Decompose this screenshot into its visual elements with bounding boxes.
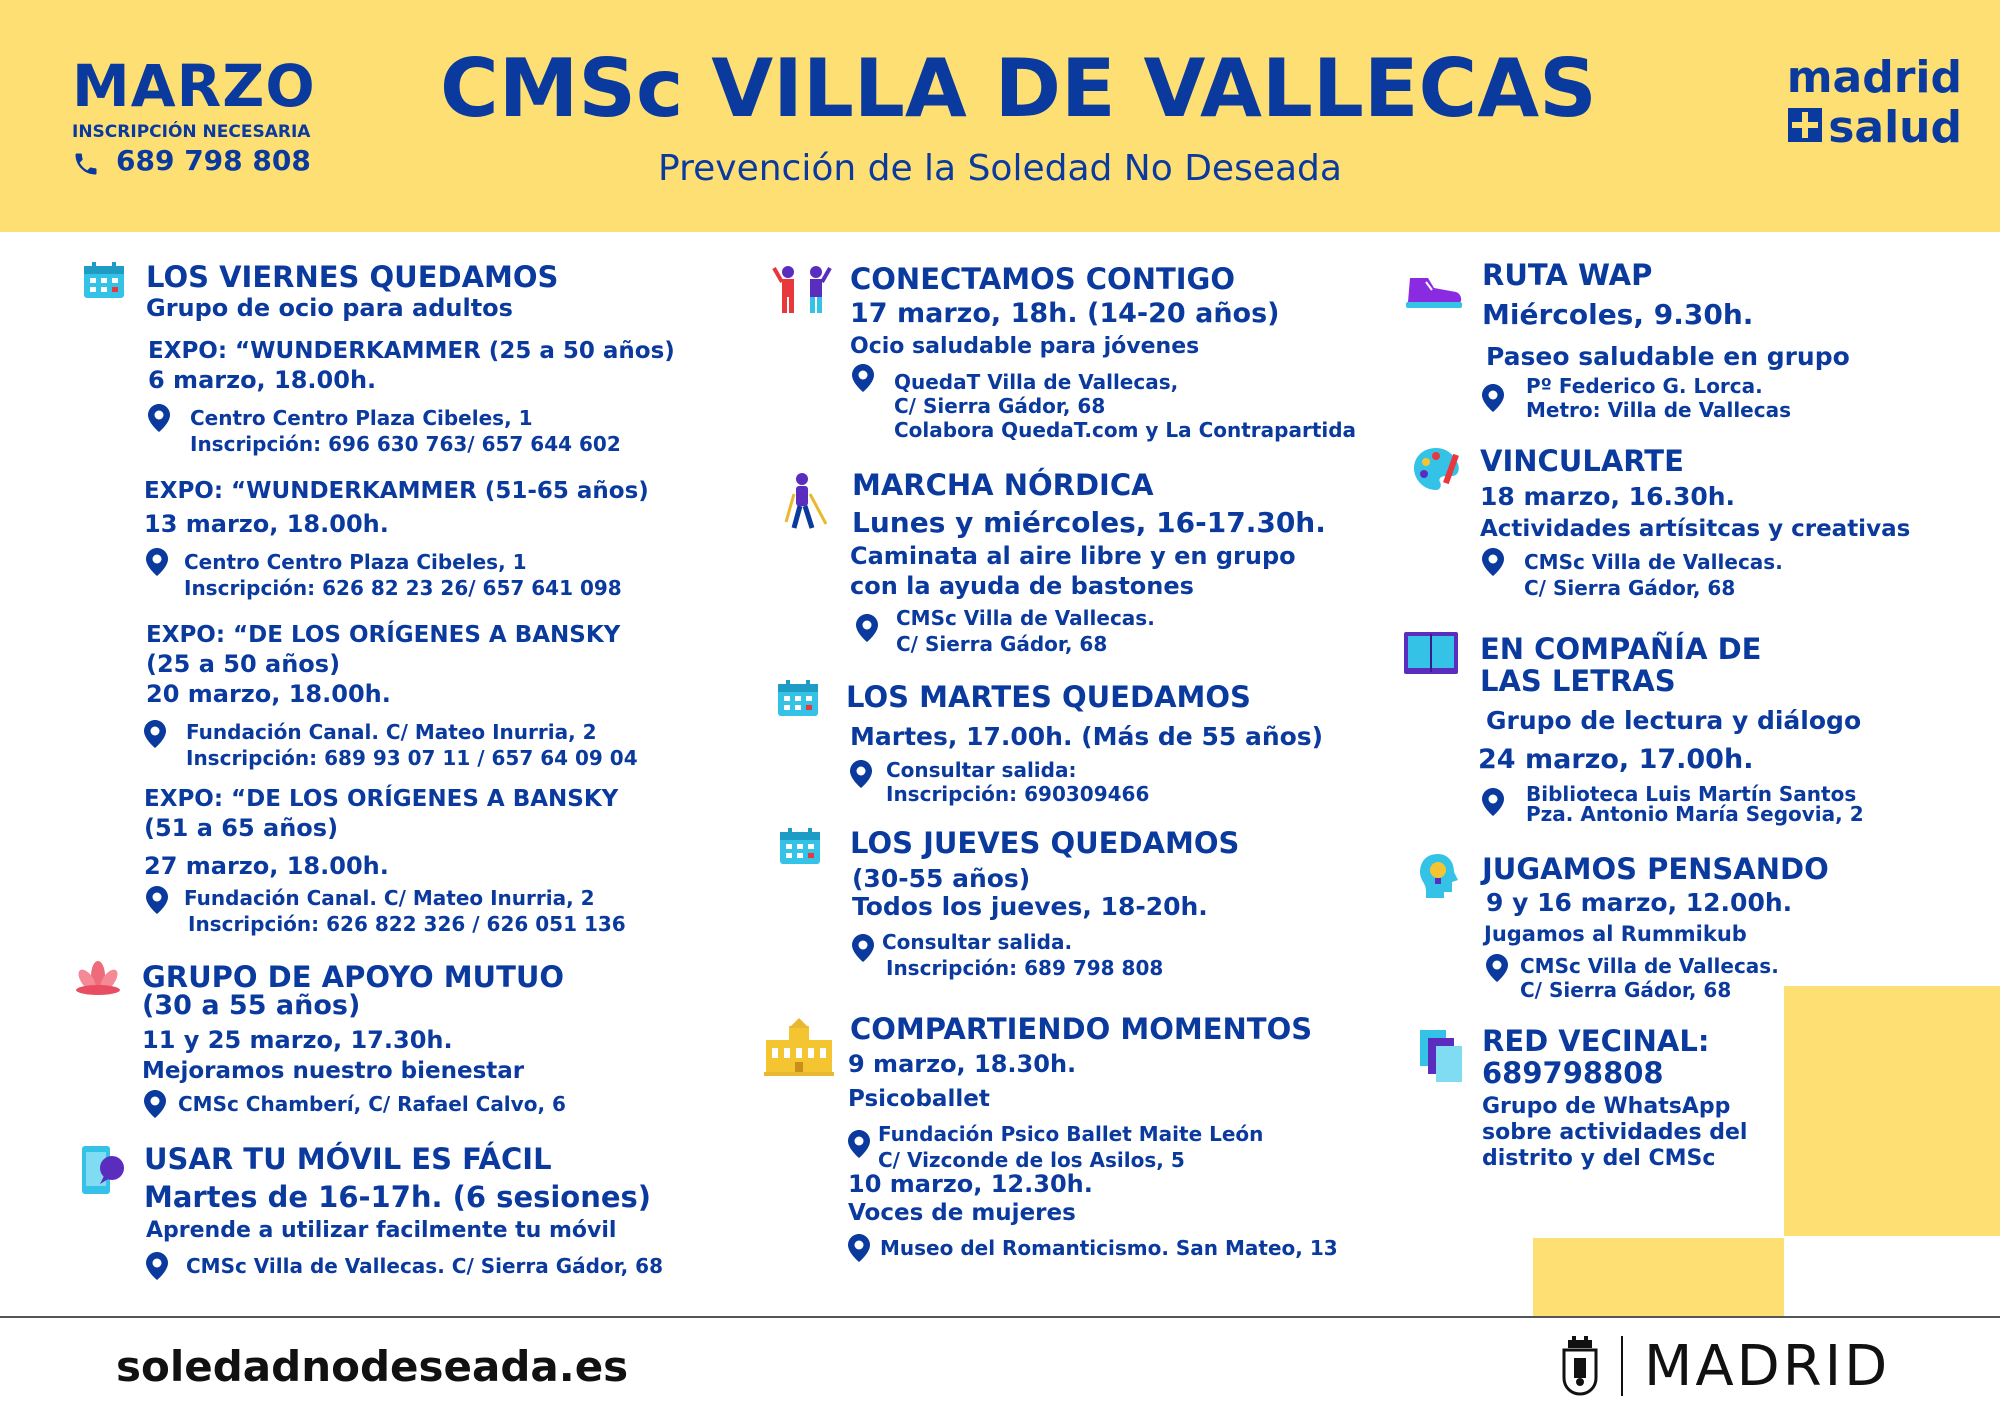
people-icon bbox=[772, 264, 834, 314]
logo-line1: madrid bbox=[1786, 52, 1962, 103]
calendar-icon bbox=[778, 680, 818, 716]
viernes-title: LOS VIERNES QUEDAMOS bbox=[146, 260, 559, 294]
jueves-age: (30-55 años) bbox=[852, 864, 1031, 893]
vincularte-date: 18 marzo, 16.30h. bbox=[1480, 482, 1736, 511]
phone-number: 689 798 808 bbox=[116, 144, 311, 177]
footer-website-link[interactable]: soledadnodeseada.es bbox=[116, 1342, 629, 1391]
madrid-city-logo: MADRID bbox=[1644, 1334, 1891, 1399]
ruta-desc: Paseo saludable en grupo bbox=[1486, 342, 1850, 371]
crest-icon bbox=[1560, 1336, 1600, 1396]
apoyo-desc: Mejoramos nuestro bienestar bbox=[142, 1058, 525, 1084]
registration-note: INSCRIPCIÓN NECESARIA bbox=[72, 122, 311, 142]
jugamos-desc: Jugamos al Rummikub bbox=[1484, 922, 1747, 946]
jugamos-date: 9 y 16 marzo, 12.00h. bbox=[1486, 888, 1793, 917]
ruta-place2: Metro: Villa de Vallecas bbox=[1526, 398, 1791, 422]
compartiendo-desc2: Voces de mujeres bbox=[848, 1200, 1076, 1226]
location-pin-icon bbox=[1482, 788, 1504, 816]
conectamos-place2: C/ Sierra Gádor, 68 bbox=[894, 394, 1106, 418]
red-title2: 689798808 bbox=[1482, 1056, 1664, 1090]
letras-date: 24 marzo, 17.00h. bbox=[1478, 744, 1754, 775]
martes-place1: Consultar salida: bbox=[886, 758, 1077, 782]
conectamos-date: 17 marzo, 18h. (14-20 años) bbox=[850, 298, 1280, 329]
compartiendo-date1: 9 marzo, 18.30h. bbox=[848, 1050, 1077, 1078]
letras-title2: LAS LETRAS bbox=[1480, 664, 1676, 698]
palette-icon bbox=[1414, 446, 1462, 492]
walker-icon bbox=[780, 472, 830, 530]
yellow-block-decoration bbox=[1784, 986, 2000, 1236]
compartiendo-place1b: C/ Vizconde de los Asilos, 5 bbox=[878, 1148, 1185, 1172]
letras-title1: EN COMPAÑÍA DE bbox=[1480, 632, 1762, 666]
compartiendo-place1a: Fundación Psico Ballet Maite León bbox=[878, 1122, 1264, 1146]
red-desc1: Grupo de WhatsApp bbox=[1482, 1094, 1731, 1119]
event-3-age: (25 a 50 años) bbox=[146, 650, 341, 678]
location-pin-icon bbox=[852, 364, 874, 392]
martes-date: Martes, 17.00h. (Más de 55 años) bbox=[850, 722, 1324, 751]
apoyo-age: (30 a 55 años) bbox=[142, 990, 361, 1021]
shoe-icon bbox=[1404, 272, 1464, 310]
page-subtitle: Prevención de la Soledad No Deseada bbox=[658, 148, 1342, 189]
apoyo-date: 11 y 25 marzo, 17.30h. bbox=[142, 1026, 453, 1054]
jueves-title: LOS JUEVES QUEDAMOS bbox=[850, 826, 1240, 860]
phone-chat-icon bbox=[80, 1146, 126, 1194]
movil-desc: Aprende a utilizar facilmente tu móvil bbox=[146, 1218, 617, 1243]
marcha-desc2: con la ayuda de bastones bbox=[850, 572, 1194, 600]
jugamos-place1: CMSc Villa de Vallecas. bbox=[1520, 954, 1779, 978]
conectamos-desc: Ocio saludable para jóvenes bbox=[850, 334, 1200, 359]
marcha-place1: CMSc Villa de Vallecas. bbox=[896, 606, 1155, 630]
event-4-place: Fundación Canal. C/ Mateo Inurria, 2 bbox=[184, 886, 595, 910]
compartiendo-desc1: Psicoballet bbox=[848, 1086, 990, 1112]
location-pin-icon bbox=[1486, 954, 1508, 982]
phone-icon bbox=[72, 150, 100, 178]
location-pin-icon bbox=[144, 720, 166, 748]
letras-desc: Grupo de lectura y diálogo bbox=[1486, 706, 1862, 735]
vincularte-place1: CMSc Villa de Vallecas. bbox=[1524, 550, 1783, 574]
movil-title: USAR TU MÓVIL ES FÁCIL bbox=[144, 1142, 552, 1176]
location-pin-icon bbox=[146, 548, 168, 576]
marcha-place2: C/ Sierra Gádor, 68 bbox=[896, 632, 1108, 656]
jueves-place1: Consultar salida. bbox=[882, 930, 1073, 954]
red-title1: RED VECINAL: bbox=[1482, 1024, 1710, 1058]
location-pin-icon bbox=[1482, 384, 1504, 412]
calendar-icon bbox=[780, 828, 820, 864]
calendar-icon bbox=[84, 262, 124, 298]
viernes-subtitle: Grupo de ocio para adultos bbox=[146, 294, 513, 322]
location-pin-icon bbox=[852, 934, 874, 962]
footer-divider bbox=[0, 1316, 2000, 1318]
location-pin-icon bbox=[856, 614, 878, 642]
apoyo-place: CMSc Chamberí, C/ Rafael Calvo, 6 bbox=[178, 1092, 566, 1116]
event-4-age: (51 a 65 años) bbox=[144, 814, 339, 842]
plus-icon bbox=[1788, 108, 1822, 142]
event-2-title: EXPO: “WUNDERKAMMER (51-65 años) bbox=[144, 478, 649, 504]
jueves-place2: Inscripción: 689 798 808 bbox=[886, 956, 1164, 980]
event-4-title: EXPO: “DE LOS ORÍGENES A BANSKY bbox=[144, 786, 619, 812]
logo-line2: salud bbox=[1828, 102, 1962, 153]
location-pin-icon bbox=[146, 886, 168, 914]
jueves-date: Todos los jueves, 18-20h. bbox=[852, 892, 1208, 921]
month-label: MARZO bbox=[72, 52, 316, 120]
location-pin-icon bbox=[848, 1130, 870, 1158]
conectamos-title: CONECTAMOS CONTIGO bbox=[850, 262, 1236, 296]
vincularte-title: VINCULARTE bbox=[1480, 444, 1684, 478]
location-pin-icon bbox=[1482, 548, 1504, 576]
marcha-desc1: Caminata al aire libre y en grupo bbox=[850, 542, 1296, 570]
marcha-date: Lunes y miércoles, 16-17.30h. bbox=[852, 506, 1326, 539]
movil-date: Martes de 16-17h. (6 sesiones) bbox=[144, 1180, 652, 1214]
event-2-date: 13 marzo, 18.00h. bbox=[144, 510, 389, 538]
letras-place1: Biblioteca Luis Martín Santos bbox=[1526, 782, 1857, 806]
event-3-date: 20 marzo, 18.00h. bbox=[146, 680, 391, 708]
vincularte-place2: C/ Sierra Gádor, 68 bbox=[1524, 576, 1736, 600]
event-3-info: Inscripción: 689 93 07 11 / 657 64 09 04 bbox=[186, 746, 638, 770]
book-icon bbox=[1404, 632, 1458, 674]
event-4-date: 27 marzo, 18.00h. bbox=[144, 852, 389, 880]
ruta-place1: Pº Federico G. Lorca. bbox=[1526, 374, 1763, 398]
event-1-date: 6 marzo, 18.00h. bbox=[148, 366, 377, 394]
letras-place2: Pza. Antonio María Segovia, 2 bbox=[1526, 802, 1864, 826]
compartiendo-date2: 10 marzo, 12.30h. bbox=[848, 1170, 1093, 1198]
marcha-title: MARCHA NÓRDICA bbox=[852, 468, 1154, 502]
conectamos-place1: QuedaT Villa de Vallecas, bbox=[894, 370, 1179, 394]
event-1-info: Inscripción: 696 630 763/ 657 644 602 bbox=[190, 432, 621, 456]
lotus-icon bbox=[74, 960, 122, 996]
movil-place: CMSc Villa de Vallecas. C/ Sierra Gádor, 68 bbox=[186, 1254, 664, 1278]
event-1-place: Centro Centro Plaza Cibeles, 1 bbox=[190, 406, 533, 430]
location-pin-icon bbox=[144, 1090, 166, 1118]
location-pin-icon bbox=[848, 1234, 870, 1262]
event-3-place: Fundación Canal. C/ Mateo Inurria, 2 bbox=[186, 720, 597, 744]
page-title: CMSc VILLA DE VALLECAS bbox=[440, 42, 1597, 135]
ruta-date: Miércoles, 9.30h. bbox=[1482, 298, 1754, 331]
compartiendo-place2: Museo del Romanticismo. San Mateo, 13 bbox=[880, 1236, 1338, 1260]
header-banner bbox=[0, 0, 2000, 232]
jugamos-title: JUGAMOS PENSANDO bbox=[1482, 852, 1829, 886]
palace-icon bbox=[764, 1018, 834, 1076]
location-pin-icon bbox=[850, 760, 872, 788]
head-bulb-icon bbox=[1418, 852, 1460, 900]
vincularte-desc: Actividades artísitcas y creativas bbox=[1480, 516, 1911, 542]
documents-icon bbox=[1420, 1030, 1464, 1084]
compartiendo-title: COMPARTIENDO MOMENTOS bbox=[850, 1012, 1313, 1046]
yellow-block-decoration bbox=[1533, 1238, 1784, 1318]
location-pin-icon bbox=[146, 1252, 168, 1280]
event-4-info: Inscripción: 626 822 326 / 626 051 136 bbox=[188, 912, 626, 936]
red-desc2: sobre actividades del bbox=[1482, 1120, 1748, 1145]
event-3-title: EXPO: “DE LOS ORÍGENES A BANSKY bbox=[146, 622, 621, 648]
ruta-title: RUTA WAP bbox=[1482, 258, 1653, 292]
event-1-title: EXPO: “WUNDERKAMMER (25 a 50 años) bbox=[148, 338, 675, 364]
martes-place2: Inscripción: 690309466 bbox=[886, 782, 1150, 806]
location-pin-icon bbox=[148, 404, 170, 432]
apoyo-title: GRUPO DE APOYO MUTUO bbox=[142, 960, 565, 994]
martes-title: LOS MARTES QUEDAMOS bbox=[846, 680, 1251, 714]
red-desc3: distrito y del CMSc bbox=[1482, 1146, 1716, 1171]
jugamos-place2: C/ Sierra Gádor, 68 bbox=[1520, 978, 1732, 1002]
event-2-info: Inscripción: 626 82 23 26/ 657 641 098 bbox=[184, 576, 622, 600]
event-2-place: Centro Centro Plaza Cibeles, 1 bbox=[184, 550, 527, 574]
footer-separator bbox=[1621, 1336, 1623, 1396]
conectamos-place3: Colabora QuedaT.com y La Contrapartida bbox=[894, 418, 1357, 442]
